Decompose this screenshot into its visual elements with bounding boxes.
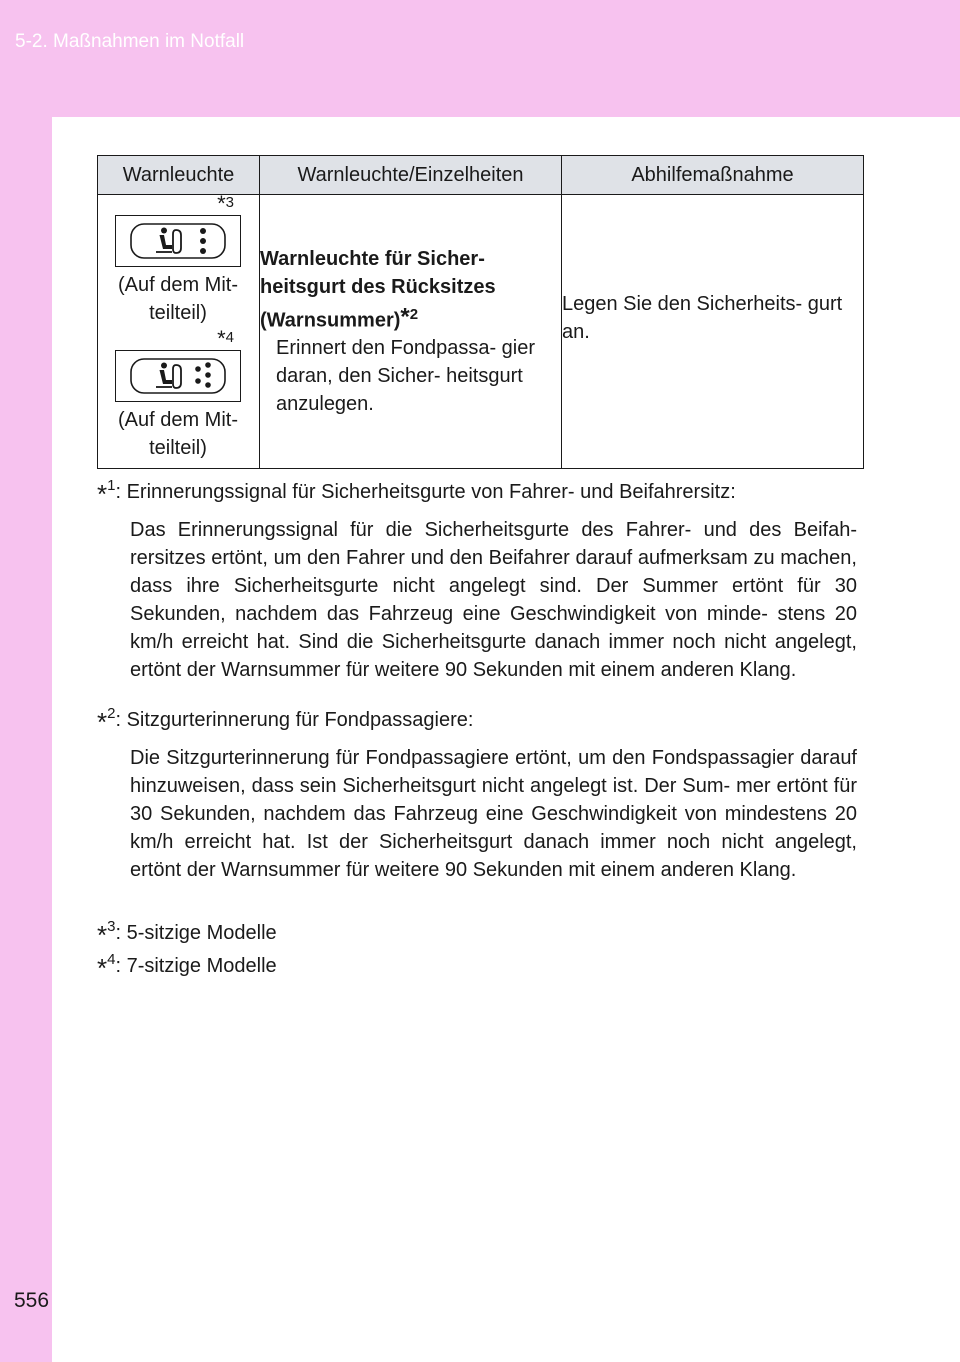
table-header-row bbox=[98, 156, 864, 195]
warning-table bbox=[97, 155, 864, 469]
footnote-body: Die Sitzgurterinnerung für Fondpassagiere ertönt, um den Fondspassagier darauf hinzuweisen, dass sein Sicherheitsgurt nicht angelegt ist. Der Sum- mer ertönt für 30 Sekunden, nachdem das Fahrzeug eine Geschwindigkeit von mindestens 20 km/h erreicht hat. Ist der Sicherheitsgurt danach immer noch nicht angelegt, ertönt der Warnsummer für weitere 90 Sekunden mit einem anderen Klang. bbox=[130, 747, 857, 881]
table-row bbox=[98, 195, 864, 469]
lamp-cell bbox=[98, 191, 260, 469]
details-description: Erinnert den Fondpassa- gier daran, den Sicher- heitsgurt anzulegen. bbox=[276, 337, 536, 416]
lamp-block-5-seat bbox=[98, 191, 258, 327]
footnote-body: Das Erinnerungssignal für die Sicherheitsgurte des Fahrer- und des Beifah- rersitzes ertönt, um den Fahrer und den Beifahrer darauf aufmerksam zu machen, dass ihre Sicherheitsgurte nicht angelegt sind. Der Summer ertönt für 30 Sekunden, nachdem das Fahrzeug eine Geschwindigkeit von minde- stens 20 km/h erreicht hat. Sind die Sicherheitsgurte danach immer noch nicht angelegt, ertönt der Warnsummer für weitere 90 Sekunden mit einem anderen Klang. bbox=[130, 519, 857, 681]
rear-seatbelt-lamp-icon-7-seat bbox=[115, 350, 241, 402]
lamp-caption: (Auf dem Mit- teilteil) bbox=[117, 274, 239, 324]
header-band bbox=[0, 0, 960, 117]
seat-and-5-seat-dots-icon bbox=[123, 353, 233, 399]
footnote-3: *$^3$: 5-sitzige Modelle bbox=[97, 918, 277, 950]
column-header-details: Warnleuchte/Einzelheiten bbox=[260, 156, 562, 195]
remedy-cell bbox=[562, 195, 864, 469]
footnote-4: *$^4$: 7-sitzige Modelle bbox=[97, 951, 277, 983]
seat-and-3-seat-dots-icon bbox=[123, 218, 233, 264]
lamp-block-7-seat bbox=[98, 326, 258, 462]
lamp-caption: (Auf dem Mit- teilteil) bbox=[117, 409, 239, 459]
footnote-ref-2: * bbox=[400, 303, 410, 331]
column-header-lamp: Warnleuchte bbox=[98, 156, 260, 195]
footnote-2: *$^2$: Sitzgurterinnerung für Fondpassagiere: Die Sitzgurterinnerung für Fondpassagiere ertönt, um den Fondspassagier darauf hinzuweisen, dass sein Sicherheitsgurt nicht angelegt ist. Der Sum- mer ertönt für 30 Sekunden, nachdem das Fahrzeug eine Geschwindigkeit von mindestens 20 km/h erreicht hat. Ist der Sicherheitsgurt danach immer noch nicht angelegt, ertönt der Warnsummer für weitere 90 Sekunden mit einem anderen Klang. bbox=[97, 706, 857, 884]
column-header-remedy: Abhilfemaßnahme bbox=[562, 156, 864, 195]
page-number: 556 bbox=[14, 1289, 50, 1312]
rear-seatbelt-lamp-icon-5-seat bbox=[115, 215, 241, 267]
remedy-text: Legen Sie den Sicherheits- gurt an. bbox=[562, 292, 843, 343]
section-title: 5-2. Maßnahmen im Notfall bbox=[15, 31, 245, 52]
footnote-ref-3: *3 bbox=[217, 191, 234, 216]
details-title: Warnleuchte für Sicher- heitsgurt des Rücksitzes (Warnsummer)*$^2$ bbox=[260, 247, 496, 332]
details-cell bbox=[260, 195, 562, 469]
side-band bbox=[0, 117, 52, 1362]
footnote-ref-4: *4 bbox=[217, 326, 234, 351]
footnote-1: *$^1$: Erinnerungssignal für Sicherheitsgurte von Fahrer- und Beifahrersitz: Das Erinnerungssignal für die Sicherheitsgurte des Fahrer- und des Beifah- rersitzes ertönt, um den Fahrer und den Beifahrer darauf aufmerksam zu machen, dass ihre Sicherheitsgurte nicht angelegt sind. Der Summer ertönt für 30 Sekunden, nachdem das Fahrzeug eine Geschwindigkeit von minde- stens 20 km/h erreicht hat. Sind die Sicherheitsgurte danach immer noch nicht angelegt, ertönt der Warnsummer für weitere 90 Sekunden mit einem anderen Klang. bbox=[97, 478, 857, 684]
